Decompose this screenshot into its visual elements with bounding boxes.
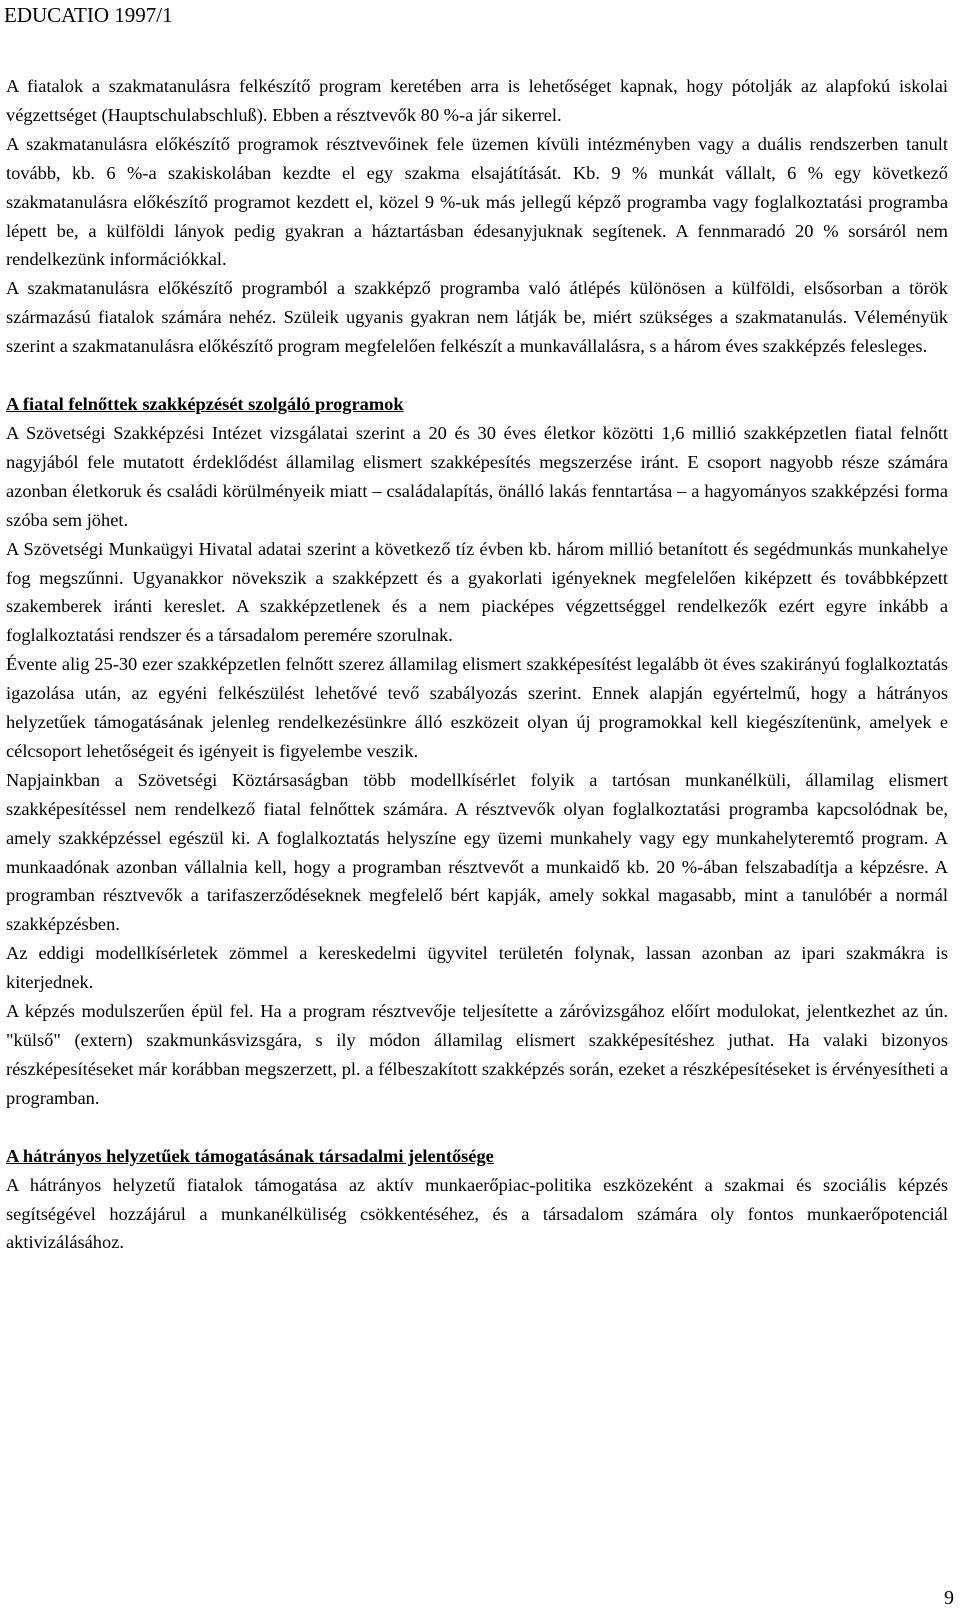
paragraph: A Szövetségi Munkaügyi Hivatal adatai szerint a következő tíz évben kb. három millió betanított és segédmunkás munkahelye fog megszűnni. Ugyanakkor növekszik a szakképzett és a gyakorlati igényeknek megfelelően kiképzett és továbbképzett szakemberek iránti kereslet. A szakképzetlenek és a nem piacképes végzettséggel rendelkezők ezért egyre inkább a foglalkoztatási rendszer és a társadalom peremére szorulnak. xyxy=(6,538,948,646)
paragraph: A Szövetségi Szakképzési Intézet vizsgálatai szerint a 20 és 30 éves életkor közötti 1,6 millió szakképzetlen fiatal felnőtt nagyjából fele mutatott érdeklődést államilag elismert szakképesítés megszerzése iránt. E csoport nagyobb része számára azonban életkoruk és családi körülményeik miatt – családalapítás, önálló lakás fenntartása – a hagyományos szakképzési forma szóba sem jöhet. xyxy=(6,422,948,530)
paragraph: A képzés modulszerűen épül fel. Ha a program résztvevője teljesítette a záróvizsgához előírt modulokat, jelentkezhet az ún. "külső" (extern) szakmunkásvizsgára, s ily módon államilag elismert szakképesítéshez juthat. Ha valaki bizonyos részképesítéseket már korábban megszerzett, pl. a félbeszakított szakképzés során, ezeket a részképesítéseket is érvényesítheti a programban. xyxy=(6,1001,948,1108)
paragraph: Napjainkban a Szövetségi Köztársaságban több modellkísérlet folyik a tartósan munkanélküli, államilag elismert szakképesítéssel nem rendelkező fiatal felnőttek számára. A résztvevők olyan foglalkoztatási programba kapcsolódnak be, amely szakképzéssel egészül ki. A foglalkoztatás helyszíne egy üzemi munkahely vagy egy munkahelyteremtő program. A munkaadónak azonban vállalnia kell, hogy a programban résztvevőt a munkaidő kb. 20 %-ában felszabadítja a képzésre. A programban résztvevők a tarifaszerződéseknek megfelelő bért kapják, amely sokkal magasabb, mint a tanulóbér a normál szakképzésben. xyxy=(6,769,948,935)
paragraph: Évente alig 25-30 ezer szakképzetlen felnőtt szerez államilag elismert szakképesítést legalább öt éves szakirányú foglalkoztatás igazolása után, az egyéni felkészülést lehetővé tevő szabályozás szerint. Ennek alapján egyértelmű, hogy a hátrányos helyzetűek támogatásának jelenleg rendelkezésünkre álló eszközeit olyan új programokkal kell kiegészítenünk, amelyek e célcsoport lehetőségeit és igényeit is figyelembe veszik. xyxy=(6,654,948,761)
running-title: EDUCATIO 1997/1 xyxy=(4,3,173,27)
section-heading: A hátrányos helyzetűek támogatásának társadalmi jelentősége xyxy=(6,1145,494,1166)
page-number: 9 xyxy=(944,1587,954,1609)
paragraph: Az eddigi modellkísérletek zömmel a kereskedelmi ügyvitel területén folynak, lassan azonban az ipari szakmákra is kiterjednek. xyxy=(6,943,948,993)
section-gap xyxy=(6,361,948,390)
paragraph: A szakmatanulásra előkészítő programból a szakképző programba való átlépés különösen a külföldi, elsősorban a török származású fiatalok számára nehéz. Szüleik ugyanis gyakran nem látják be, miért szükséges a szakmatanulás. Véleményük szerint a szakmatanulásra előkészítő program megfelelően felkészít a munkavállalásra, s a három éves szakképzés felesleges. xyxy=(6,278,948,357)
section-gap xyxy=(6,1113,948,1142)
paragraph: A fiatalok a szakmatanulásra felkészítő program keretében arra is lehetőséget kapnak, hogy pótolják az alapfokú iskolai végzettséget (Hauptschulabschluß). Ebben a résztvevők 80 %-a jár sikerrel. xyxy=(6,76,948,125)
paragraph: A szakmatanulásra előkészítő programok résztvevőinek fele üzemen kívüli intézményben vagy a duális rendszerben tanult tovább, kb. 6 %-a szakiskolában kezdte el egy szakma elsajátítását. Kb. 9 % munkát vállalt, 6 % egy következő szakmatanulásra előkészítő programot kezdett el, közel 9 %-uk más jellegű képző programba vagy foglalkoztatási programba lépett be, a külföldi lányok pedig gyakran a háztartásban édesanyjuknak segítenek. A fennmaradó 20 % sorsáról nem rendelkezünk információkkal. xyxy=(6,133,948,270)
page-body xyxy=(6,72,948,1257)
section-heading: A fiatal felnőttek szakképzését szolgáló programok xyxy=(6,394,404,415)
paragraph: A hátrányos helyzetű fiatalok támogatása az aktív munkaerőpiac-politika eszközeként a szakmai és szociális képzés segítségével hozzájárul a munkanélküliség csökkentéséhez, és a társadalom számára oly fontos munkaerőpotenciál aktivizálásához. xyxy=(6,1174,948,1253)
